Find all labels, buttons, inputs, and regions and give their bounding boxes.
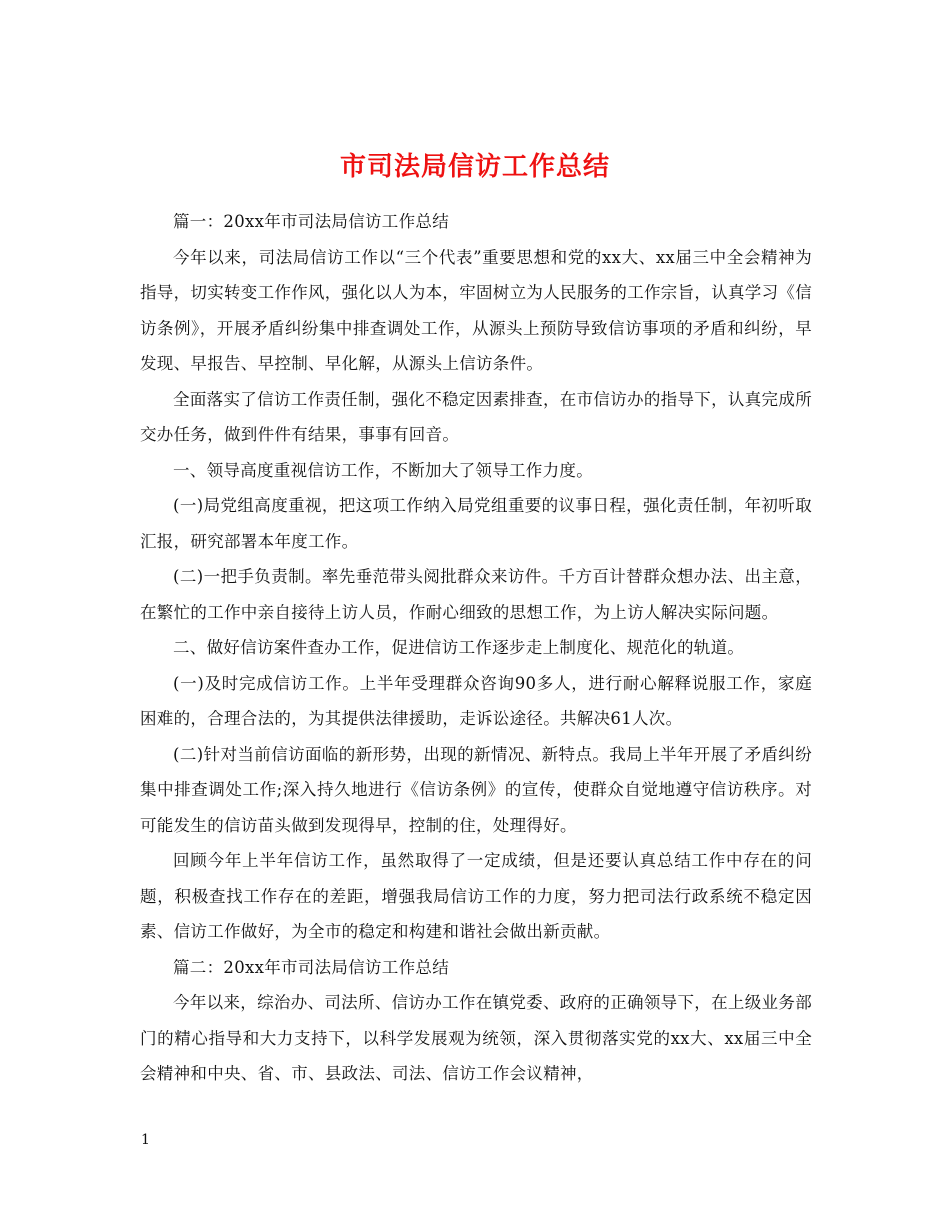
paragraph-6: (二)一把手负责制。率先垂范带头阅批群众来访件。千方百计替群众想办法、出主意，在繁忙的工作中亲自接待上访人员，作耐心细致的思想工作，为上访人解决实际问题。 (140, 567, 812, 622)
paragraph-11: 篇二：20xx年市司法局信访工作总结 (173, 957, 450, 977)
paragraph-5: (一)局党组高度重视，把这项工作纳入局党组重要的议事日程，强化责任制，年初听取汇报，研究部署本年度工作。 (140, 496, 812, 551)
paragraph-10: 回顾今年上半年信访工作，虽然取得了一定成绩，但是还要认真总结工作中存在的问题，积极查找工作存在的差距，增强我局信访工作的力度，努力把司法行政系统不稳定因素、信访工作做好，为全市的稳定和构建和谐社会做出新贡献。 (140, 851, 812, 941)
paragraph-1: 篇一：20xx年市司法局信访工作总结 (173, 212, 450, 231)
page-number: 1 (141, 1132, 150, 1148)
paragraph-9: (二)针对当前信访面临的新形势，出现的新情况、新特点。我局上半年开展了矛盾纠纷集中排查调处工作;深入持久地进行《信访条例》的宣传，使群众自觉地遵守信访秩序。对可能发生的信访苗头做到发现得早，控制的住，处理得好。 (140, 744, 812, 835)
document-body (140, 204, 812, 1092)
paragraph-3: 全面落实了信访工作责任制，强化不稳定因素排查，在市信访办的指导下，认真完成所交办任务，做到件件有结果，事事有回音。 (140, 389, 812, 444)
paragraph-8: (一)及时完成信访工作。上半年受理群众咨询90多人，进行耐心解释说服工作，家庭困难的，合理合法的，为其提供法律援助，走诉讼途径。共解决61人次。 (140, 673, 812, 728)
document-title: 市司法局信访工作总结 (339, 152, 610, 183)
paragraph-2: 今年以来，司法局信访工作以“三个代表”重要思想和党的xx大、xx届三中全会精神为指导，切实转变工作作风，强化以人为本，牢固树立为人民服务的工作宗旨，认真学习《信访条例》，开展矛盾纠纷集中排查调处工作，从源头上预防导致信访事项的矛盾和纠纷，早发现、早报告、早控制、早化解，从源头上信访条件。 (140, 247, 812, 373)
paragraph-12: 今年以来，综治办、司法所、信访办工作在镇党委、政府的正确领导下，在上级业务部门的精心指导和大力支持下，以科学发展观为统领，深入贯彻落实党的xx大、xx届三中全会精神和中央、省、市、县政法、司法、信访工作会议精神， (140, 993, 812, 1083)
paragraph-4: 一、领导高度重视信访工作，不断加大了领导工作力度。 (173, 460, 593, 480)
paragraph-7: 二、做好信访案件查办工作，促进信访工作逐步走上制度化、规范化的轨道。 (173, 638, 745, 657)
